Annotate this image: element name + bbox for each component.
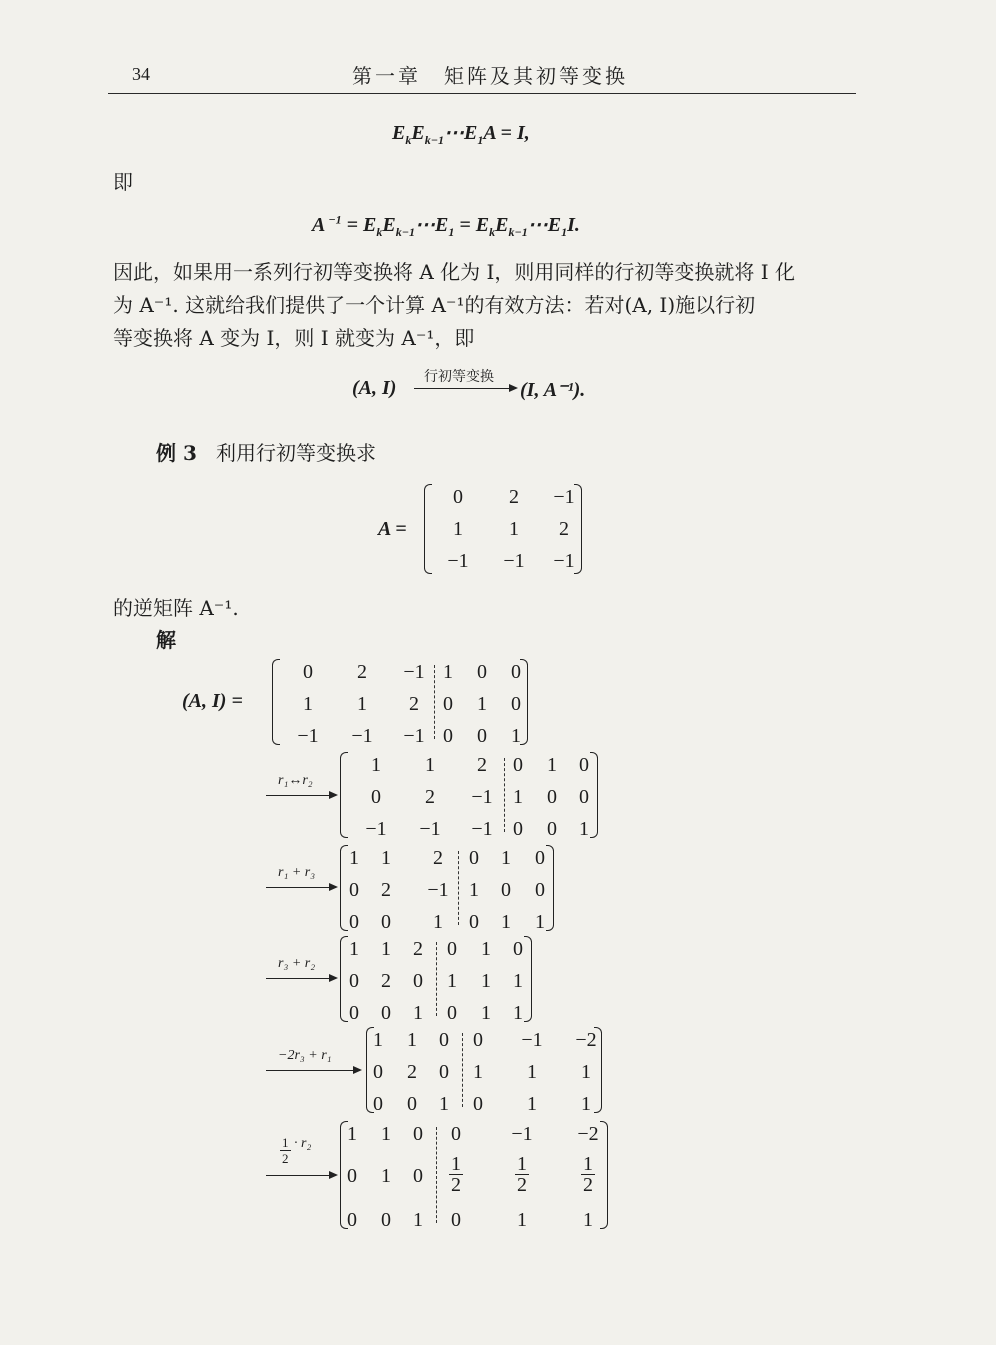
matrix-cell: 0 [579,754,589,776]
augmented-matrix-step-2 [340,845,554,931]
matrix-cell: −1 [511,1123,533,1145]
solution-label: 解 [156,628,176,652]
matrix-cell: 1 [469,879,479,901]
row-operation-label: r₃ + r₂ [278,956,316,971]
augmented-matrix-step-0 [272,659,528,745]
matrix-cell: 0 [447,1002,457,1024]
augmented-matrix-step-5 [340,1121,608,1229]
matrix-cell: $\frac{1}{2}$ [583,1153,593,1196]
matrix-cell: 0 [413,1123,423,1145]
matrix-cell: 1 [413,1209,423,1231]
matrix-cell: 1 [381,847,391,869]
right-bracket [520,659,528,745]
augmentation-divider [504,758,505,832]
matrix-cell: 0 [535,847,545,869]
matrix-cell: 0 [371,786,381,808]
matrix-cell: 1 [425,754,435,776]
matrix-cell: 1 [443,661,453,683]
example-text: 利用行初等变换求 [216,441,376,465]
augmented-matrix-label: (A, I) = [182,690,243,712]
matrix-cell: −1 [447,550,469,572]
matrix-cell: −1 [365,818,387,840]
matrix-cell: −1 [471,818,493,840]
matrix-cell: 0 [477,661,487,683]
matrix-cell: 2 [381,879,391,901]
row-operation-label: $\frac{1}{2}$ · r₂ [282,1135,312,1166]
matrix-cell: 0 [381,1002,391,1024]
row-operation-label: −2r₃ + r₁ [278,1048,332,1063]
transform-label: 行初等变换 [424,369,494,385]
matrix-cell: 1 [413,1002,423,1024]
augmentation-divider [436,942,437,1016]
matrix-cell: 0 [451,1123,461,1145]
matrix-cell: 1 [381,938,391,960]
row-operation-label: r₁ + r₃ [278,865,316,880]
row-operation-arrow [266,1175,336,1176]
matrix-cell: 1 [453,518,463,540]
matrix-cell: −1 [297,725,319,747]
matrix-cell: 1 [547,754,557,776]
matrix-cell: 0 [469,911,479,933]
matrix-cell: −1 [471,786,493,808]
row-operation-arrow [266,978,336,979]
matrix-cell: 1 [349,847,359,869]
matrix-cell: 1 [501,847,511,869]
matrix-cell: 2 [477,754,487,776]
matrix-cell: 0 [547,818,557,840]
matrix-cell: 0 [439,1029,449,1051]
right-bracket [590,752,598,838]
matrix-cell: 0 [349,879,359,901]
matrix-cell: 1 [439,1093,449,1115]
matrix-cell: 1 [349,938,359,960]
matrix-cell: 0 [453,486,463,508]
matrix-cell: 2 [433,847,443,869]
matrix-cell: −1 [503,550,525,572]
row-operation-label: r₁↔r₂ [278,773,313,788]
matrix-cell: 1 [581,1061,591,1083]
left-bracket [340,752,348,838]
transform-right: (I, A⁻¹). [520,379,586,401]
matrix-cell: 0 [443,725,453,747]
matrix-cell: 2 [357,661,367,683]
left-bracket [272,659,280,745]
example-label: 例 3 [156,441,197,465]
matrix-cell: 0 [381,911,391,933]
word-ji: 即 [113,170,133,194]
header-rule [108,93,856,94]
row-operation-arrow [266,887,336,888]
matrix-cell: 1 [583,1209,593,1231]
augmentation-divider [462,1033,463,1107]
matrix-cell: 1 [517,1209,527,1231]
matrix-cell: 2 [407,1061,417,1083]
matrix-cell: 0 [443,693,453,715]
matrix-cell: 0 [349,1002,359,1024]
augmentation-divider [458,851,459,925]
transform-left: (A, I) [352,377,397,399]
matrix-cell: 0 [349,970,359,992]
paragraph-line-1: 因此，如果用一系列行初等变换将 A 化为 I，则用同样的行初等变换就将 I 化 [113,260,796,284]
augmentation-divider [434,665,435,739]
matrix-cell: 1 [473,1061,483,1083]
matrix-cell: −2 [575,1029,597,1051]
matrix-cell: 1 [357,693,367,715]
matrix-cell: 1 [501,911,511,933]
matrix-cell: −1 [553,550,575,572]
matrix-cell: 1 [381,1123,391,1145]
matrix-cell: 1 [513,970,523,992]
matrix-cell: 1 [481,938,491,960]
matrix-cell: −1 [351,725,373,747]
augmented-matrix-step-3 [340,936,532,1022]
augmentation-divider [436,1127,437,1223]
matrix-cell: 2 [381,970,391,992]
matrix-cell: 1 [535,911,545,933]
paragraph-line-2: 为 A⁻¹. 这就给我们提供了一个计算 A⁻¹的有效方法：若对(A, I)施以行初 [113,293,756,317]
matrix-cell: 0 [469,847,479,869]
matrix-cell: 2 [413,938,423,960]
matrix-cell: 2 [425,786,435,808]
matrix-cell: 0 [349,911,359,933]
left-bracket [340,845,348,931]
matrix-cell: 0 [407,1093,417,1115]
matrix-cell: −1 [553,486,575,508]
left-bracket [424,484,432,574]
matrix-cell: 1 [373,1029,383,1051]
matrix-cell: 0 [477,725,487,747]
matrix-cell: 0 [513,938,523,960]
matrix-cell: 2 [409,693,419,715]
left-bracket [340,936,348,1022]
matrix-cell: 0 [347,1209,357,1231]
matrix-cell: 0 [439,1061,449,1083]
matrix-cell: 0 [451,1209,461,1231]
matrix-cell: 1 [303,693,313,715]
matrix-cell: 2 [509,486,519,508]
matrix-cell: 0 [303,661,313,683]
matrix-cell: 0 [413,1165,423,1187]
matrix-a [424,484,582,574]
matrix-cell: 1 [581,1093,591,1115]
matrix-cell: 0 [447,938,457,960]
equation-inverse: A $^{-1} = E_kE_{k-1}\cdots E_1$ = $E_kE_{k-1}\cdots E_1I$. [312,212,580,239]
matrix-a-label: A = [378,518,407,540]
matrix-cell: 1 [381,1165,391,1187]
augmented-matrix-step-1 [340,752,598,838]
matrix-cell: −1 [427,879,449,901]
row-operation-arrow [266,795,336,796]
matrix-cell: −1 [521,1029,543,1051]
matrix-cell: 1 [527,1061,537,1083]
right-bracket [600,1121,608,1229]
matrix-cell: 1 [527,1093,537,1115]
matrix-cell: −1 [403,661,425,683]
page-number: 34 [132,64,150,84]
matrix-cell: 1 [433,911,443,933]
right-bracket [524,936,532,1022]
matrix-cell: 1 [407,1029,417,1051]
matrix-cell: 1 [371,754,381,776]
right-bracket [546,845,554,931]
matrix-cell: 0 [473,1093,483,1115]
equation-product-identity: $E_kE_{k-1}\cdots E_1A = I$, [392,122,530,147]
matrix-cell: 0 [373,1093,383,1115]
matrix-cell: 0 [547,786,557,808]
matrix-cell: 1 [481,970,491,992]
matrix-cell: 1 [481,1002,491,1024]
matrix-cell: −2 [577,1123,599,1145]
augmented-matrix-step-4 [366,1027,602,1113]
row-operation-arrow [266,1070,360,1071]
matrix-cell: 0 [511,693,521,715]
matrix-cell: 0 [511,661,521,683]
matrix-cell: 1 [447,970,457,992]
example-tail: 的逆矩阵 A⁻¹. [113,596,239,620]
matrix-cell: 0 [381,1209,391,1231]
chapter-title: 第一章 矩阵及其初等变换 [352,64,628,88]
matrix-cell: 1 [511,725,521,747]
matrix-cell: 0 [579,786,589,808]
matrix-cell: 0 [501,879,511,901]
matrix-cell: 0 [513,754,523,776]
matrix-cell: 0 [413,970,423,992]
transform-arrow [414,388,516,389]
right-bracket [574,484,582,574]
matrix-cell: 1 [347,1123,357,1145]
paragraph-line-3: 等变换将 A 变为 I，则 I 就变为 A⁻¹，即 [113,326,475,350]
matrix-cell: 1 [513,1002,523,1024]
matrix-cell: 0 [535,879,545,901]
matrix-cell: $\frac{1}{2}$ [517,1153,527,1196]
matrix-cell: 2 [559,518,569,540]
matrix-cell: 1 [509,518,519,540]
matrix-cell: 1 [477,693,487,715]
matrix-cell: 0 [473,1029,483,1051]
matrix-cell: 1 [513,786,523,808]
matrix-cell: $\frac{1}{2}$ [451,1153,461,1196]
matrix-cell: −1 [403,725,425,747]
matrix-cell: 0 [347,1165,357,1187]
matrix-cell: 1 [579,818,589,840]
matrix-cell: 0 [373,1061,383,1083]
matrix-cell: 0 [513,818,523,840]
matrix-cell: −1 [419,818,441,840]
